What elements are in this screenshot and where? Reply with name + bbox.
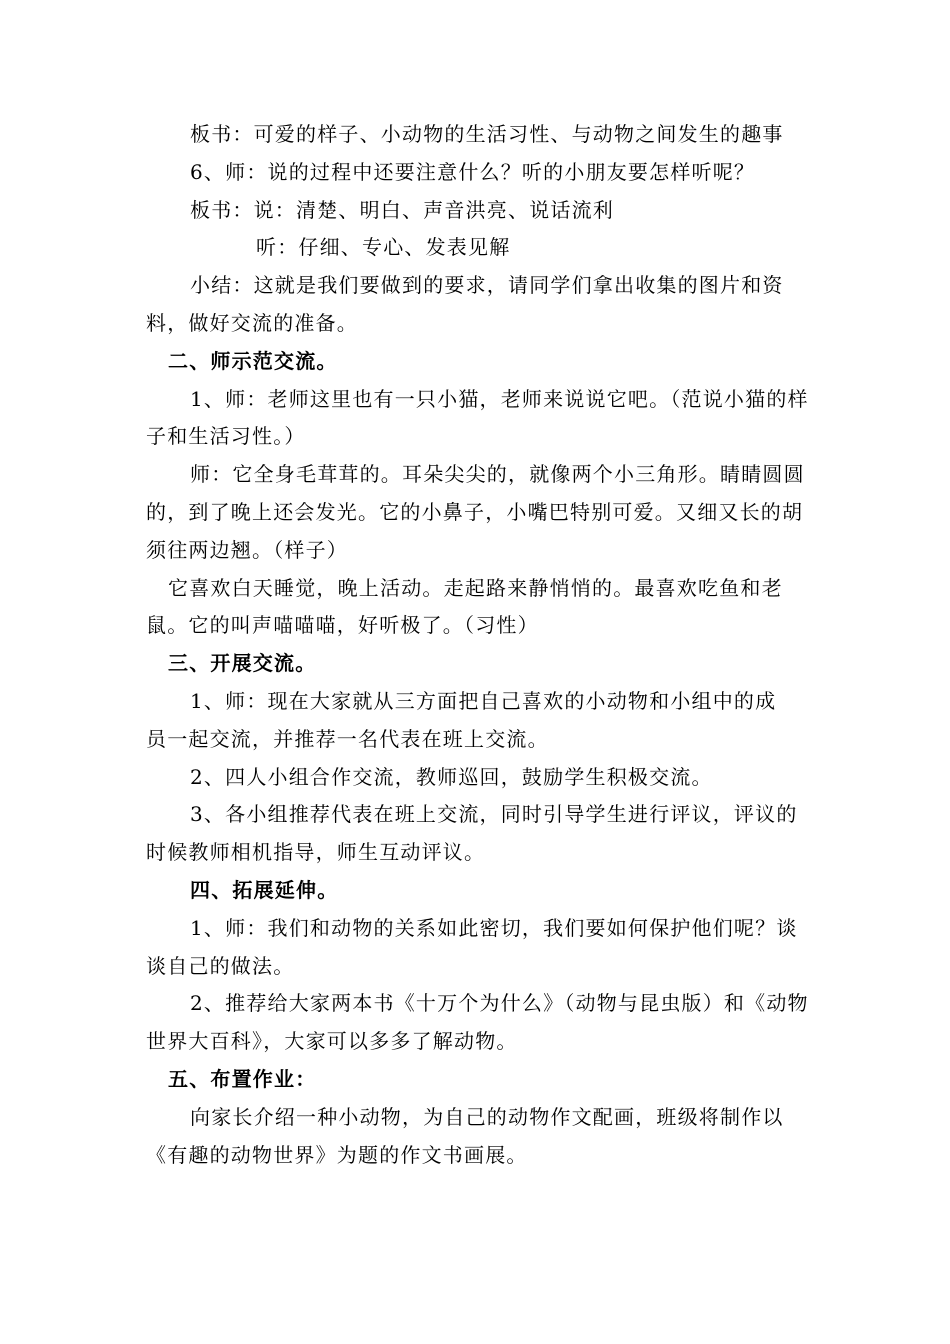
exchange-line-5: 时候教师相机指导，师生互动评议。 [146,840,486,865]
blackboard-line-1: 板书：可爱的样子、小动物的生活习性、与动物之间发生的趣事 [190,122,784,146]
demo-line-1: 1、师：老师这里也有一只小猫，老师来说说它吧。（范说小猫的样 [190,386,809,411]
cat-description-3: 须往两边翘。（样子） [146,537,348,562]
exchange-line-4: 3、各小组推荐代表在班上交流，同时引导学生进行评议，评议的 [190,802,798,827]
extension-line-1: 1、师：我们和动物的关系如此密切，我们要如何保护他们呢？谈 [190,915,798,940]
cat-description-2: 的，到了晚上还会发光。它的小鼻子，小嘴巴特别可爱。又细又长的胡 [146,499,804,524]
cat-habit-2: 鼠。它的叫声喵喵喵，好听极了。（习性） [146,613,539,638]
exchange-line-2: 员一起交流，并推荐一名代表在班上交流。 [146,726,549,751]
step-6-question: 6、师：说的过程中还要注意什么？听的小朋友要怎样听呢？ [190,159,756,184]
exchange-line-3: 2、四人小组合作交流，教师巡回，鼓励学生积极交流。 [190,764,713,789]
extension-line-2: 谈自己的做法。 [146,953,295,978]
extension-line-3: 2、推荐给大家两本书《十万个为什么》（动物与昆虫版）和《动物 [190,991,809,1016]
cat-habit-1: 它喜欢白天睡觉，晚上活动。走起路来静悄悄的。最喜欢吃鱼和老 [168,575,783,600]
demo-line-2: 子和生活习性。） [146,424,306,449]
section-heading-2: 二、师示范交流。 [168,348,338,373]
extension-line-4: 世界大百科》，大家可以多多了解动物。 [146,1029,518,1054]
exchange-line-1: 1、师：现在大家就从三方面把自己喜欢的小动物和小组中的成 [190,688,777,713]
section-heading-4: 四、拓展延伸。 [190,877,339,902]
blackboard-listen: 听：仔细、专心、发表见解 [256,235,511,260]
homework-line-1: 向家长介绍一种小动物，为自己的动物作文配画，班级将制作以 [190,1104,784,1129]
cat-description-1: 师：它全身毛茸茸的。耳朵尖尖的，就像两个小三角形。睛睛圆圆 [190,462,805,487]
homework-line-2: 《有趣的动物世界》为题的作文书画展。 [146,1142,528,1167]
summary-line-1: 小结：这就是我们要做到的要求，请同学们拿出收集的图片和资 [190,273,784,298]
summary-line-2: 料，做好交流的准备。 [146,310,358,335]
section-heading-5: 五、布置作业： [168,1066,317,1091]
document-page [146,116,811,1174]
blackboard-speak: 板书：说：清楚、明白、声音洪亮、说话流利 [190,197,614,222]
section-heading-3: 三、开展交流。 [168,651,317,676]
